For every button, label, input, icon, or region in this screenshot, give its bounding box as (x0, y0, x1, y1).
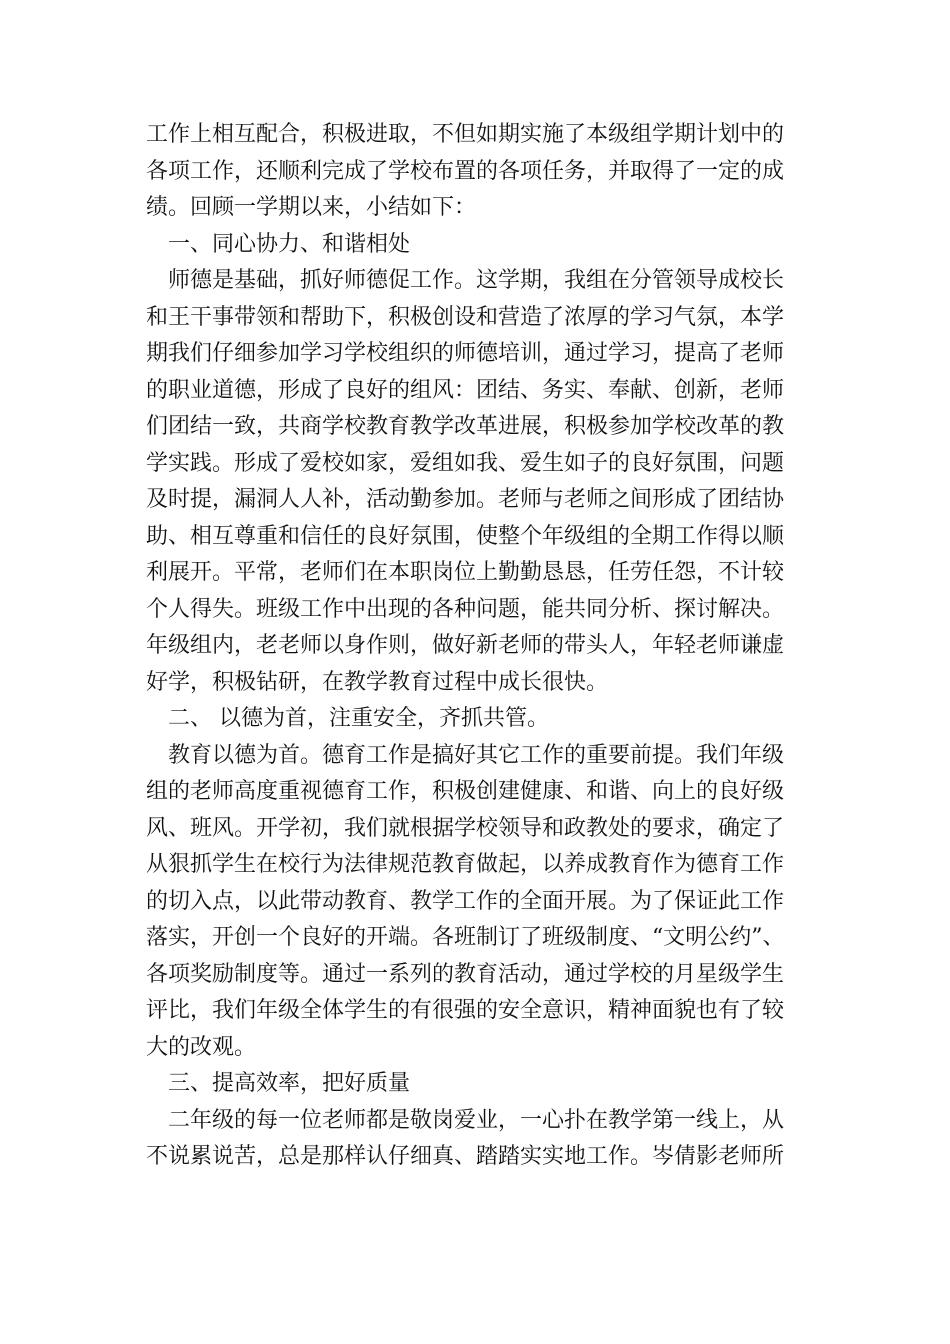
text-line: 落实，开创一个良好的开端。各班制订了班级制度、“文明公约”、 (146, 925, 785, 950)
text-line: 从狠抓学生在校行为法律规范教育做起，以养成教育作为德育工作 (146, 852, 785, 877)
section-heading: 二、 以德为首，注重安全，齐抓共管。 (146, 706, 549, 731)
section-heading: 一、同心协力、和谐相处 (146, 231, 411, 257)
text-line: 助、相互尊重和信任的良好氛围，使整个年级组的全期工作得以顺 (146, 523, 785, 549)
text-line: 师德是基础，抓好师德促工作。这学期，我组在分管领导成校长 (146, 268, 785, 293)
text-line: 教育以德为首。德育工作是搞好其它工作的重要前提。我们年级 (146, 742, 785, 768)
text-line: 个人得失。班级工作中出现的各种问题，能共同分析、探讨解决。 (146, 596, 785, 622)
text-line: 工作上相互配合，积极进取，不但如期实施了本级组学期计划中的 (146, 122, 785, 147)
text-line: 组的老师高度重视德育工作，积极创建健康、和谐、向上的良好级 (146, 779, 785, 804)
text-line: 年级组内，老老师以身作则，做好新老师的带头人，年轻老师谦虚 (146, 633, 785, 658)
text-line: 期我们仔细参加学习学校组织的师德培训，通过学习，提高了老师 (146, 341, 785, 366)
text-line: 及时提，漏洞人人补，活动勤参加。老师与老师之间形成了团结协 (146, 487, 785, 512)
text-line: 评比，我们年级全体学生的有很强的安全意识，精神面貌也有了较 (146, 998, 785, 1023)
section-heading: 三、提高效率，把好质量 (146, 1071, 411, 1096)
text-line: 绩。回顾一学期以来，小结如下： (146, 195, 477, 220)
text-line: 和王干事带领和帮助下，积极创设和营造了浓厚的学习气氛，本学 (146, 304, 785, 330)
text-line: 好学，积极钻研，在教学教育过程中成长很快。 (146, 669, 609, 695)
text-line: 不说累说苦，总是那样认仔细真、踏踏实实地工作。岑倩影老师所 (146, 1144, 785, 1169)
document-body (146, 117, 816, 1176)
text-line: 各项工作，还顺利完成了学校布置的各项任务，并取得了一定的成 (146, 158, 785, 184)
text-line: 利展开。平常，老师们在本职岗位上勤勤恳恳，任劳任怨，不计较 (146, 560, 785, 585)
text-line: 们团结一致，共商学校教育教学改革进展，积极参加学校改革的教 (146, 414, 785, 439)
text-line: 的职业道德，形成了良好的组风：团结、务实、奉献、创新，老师 (146, 377, 785, 403)
text-line: 各项奖励制度等。通过一系列的教育活动，通过学校的月星级学生 (146, 961, 785, 987)
text-line: 二年级的每一位老师都是敬岗爱业，一心扑在教学第一线上，从 (146, 1107, 785, 1133)
text-line: 风、班风。开学初，我们就根据学校领导和政教处的要求，确定了 (146, 815, 785, 841)
text-line: 的切入点，以此带动教育、教学工作的全面开展。为了保证此工作 (146, 888, 785, 914)
text-line: 大的改观。 (146, 1034, 257, 1060)
text-line: 学实践。形成了爱校如家，爱组如我、爱生如子的良好氛围，问题 (146, 450, 785, 476)
